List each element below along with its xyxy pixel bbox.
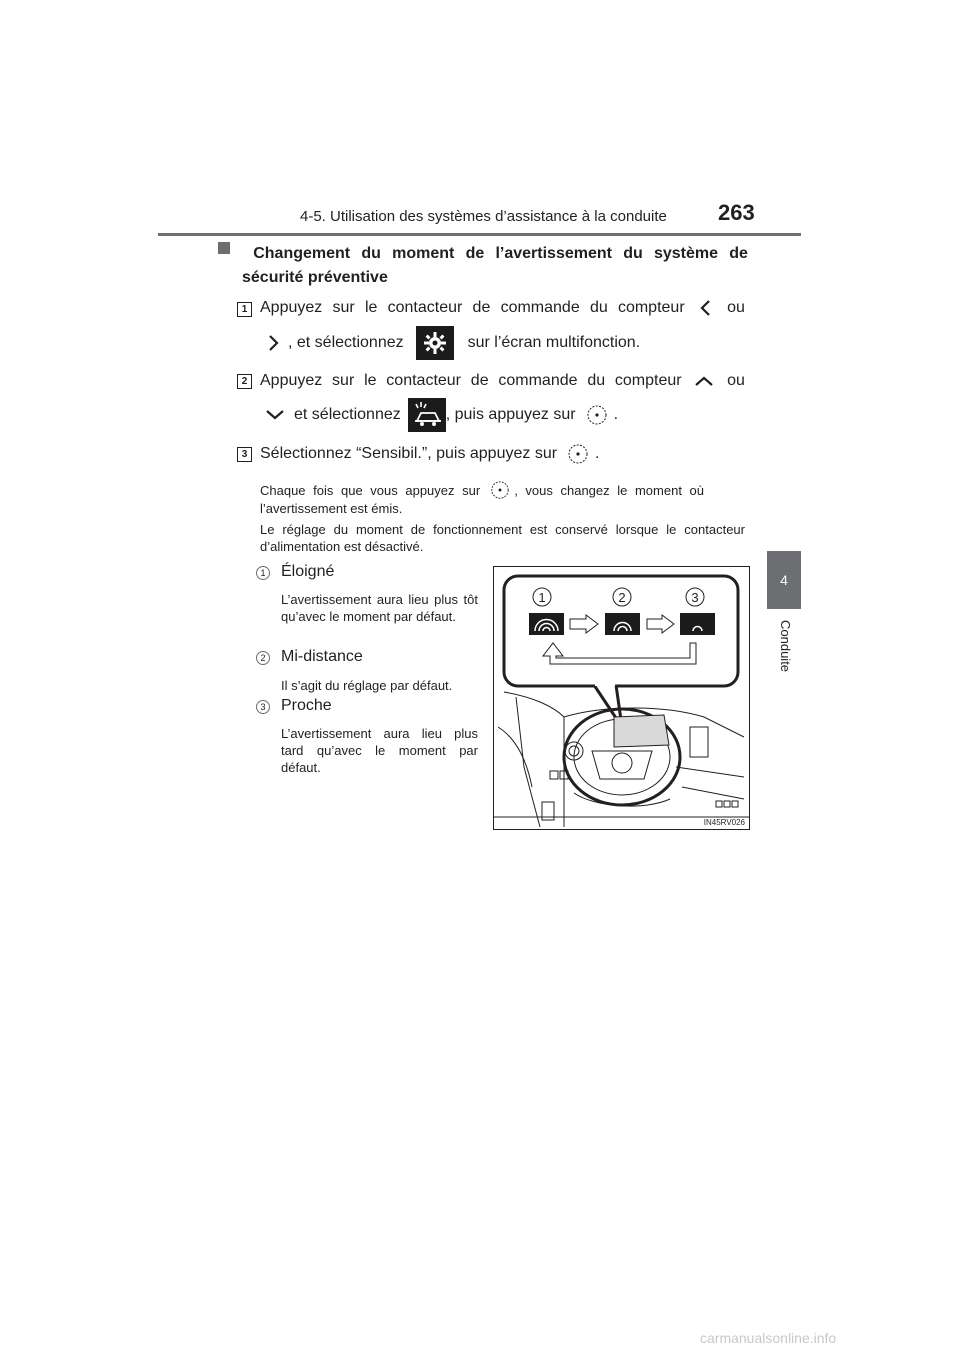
chapter-label-text: Conduite xyxy=(778,620,793,673)
step-text: et sélectionnez xyxy=(294,406,401,423)
step-word: Appuyez xyxy=(260,372,323,389)
pcs-warning-icon xyxy=(408,398,446,432)
note-2: Le réglage du moment de fonctionnement est conservé lorsque le contacteur d’alimentation est désactivé. xyxy=(260,522,745,554)
chapter-tab: 4 xyxy=(767,551,801,609)
figure-label-1: 1 xyxy=(538,590,546,605)
section-title-line2: sécurité préventive xyxy=(242,269,388,286)
figure-label-3: 3 xyxy=(691,590,699,605)
title-word: moment xyxy=(392,245,455,262)
note-text: l’avertissement est émis. xyxy=(260,501,403,516)
step-1-line1 xyxy=(260,298,745,318)
item-desc-1: L’avertissement aura lieu plus tôt qu’avec le moment par défaut. xyxy=(281,592,478,624)
figure-label-2: 2 xyxy=(618,590,626,605)
title-square-icon xyxy=(218,242,230,254)
item-title-3: Proche xyxy=(281,697,332,714)
item-number-2: 2 xyxy=(256,651,270,665)
step-word: compteur xyxy=(614,372,682,389)
step-word: du xyxy=(589,299,608,316)
step-word: Appuyez xyxy=(260,299,323,316)
step-number-1: 1 xyxy=(237,302,252,317)
dashboard-illustration xyxy=(493,566,750,830)
step-2-line2 xyxy=(262,397,618,433)
item-number-1: 1 xyxy=(256,566,270,580)
header-section: 4-5. Utilisation des systèmes d’assistance à la conduite xyxy=(300,208,667,225)
chevron-right-icon xyxy=(262,327,284,359)
step-text: . xyxy=(595,445,600,462)
title-word: du xyxy=(361,245,381,262)
page-number: 263 xyxy=(718,200,755,225)
chevron-left-icon xyxy=(695,298,717,318)
step-word: ou xyxy=(727,299,745,316)
step-number-2: 2 xyxy=(237,374,252,389)
item-number-3: 3 xyxy=(256,700,270,714)
step-word: de xyxy=(470,372,489,389)
step-word: ou xyxy=(727,372,745,389)
step-word: sur xyxy=(332,372,355,389)
chapter-label xyxy=(770,620,798,680)
step-word: contacteur xyxy=(386,372,462,389)
note-text: , vous changez le moment où xyxy=(514,482,705,498)
figure-code: IN45RV026 xyxy=(703,818,745,827)
chevron-down-icon xyxy=(262,397,288,433)
step-word: commande xyxy=(500,299,580,316)
step-word: contacteur xyxy=(387,299,463,316)
title-word: système xyxy=(653,245,718,262)
step-word: du xyxy=(587,372,606,389)
step-word: commande xyxy=(498,372,578,389)
item-title-2: Mi-distance xyxy=(281,648,363,665)
item-desc-2: Il s’agit du réglage par défaut. xyxy=(281,678,453,693)
step-word: le xyxy=(364,372,377,389)
step-text: sur l’écran multifonction. xyxy=(467,334,641,351)
step-word: le xyxy=(364,299,378,316)
item-title-1: Éloigné xyxy=(281,563,335,580)
section-title-line1 xyxy=(218,242,748,266)
ok-button-icon xyxy=(586,404,608,426)
header-rule xyxy=(158,233,801,236)
illustration-drawing xyxy=(494,567,749,829)
watermark: carmanualsonline.info xyxy=(700,1330,837,1346)
chevron-up-icon xyxy=(691,371,717,391)
step-text: , puis appuyez sur xyxy=(445,406,576,423)
title-word: Changement xyxy=(253,245,351,262)
section-title xyxy=(218,242,748,290)
step-text: , et sélectionnez xyxy=(288,334,404,351)
step-1-line2 xyxy=(262,326,640,360)
title-word: du xyxy=(623,245,643,262)
note-text: Chaque fois que vous appuyez sur xyxy=(260,482,481,498)
step-word: de xyxy=(472,299,491,316)
title-word: de xyxy=(729,245,748,262)
note-1 xyxy=(260,480,745,517)
ok-button-icon xyxy=(490,480,510,500)
title-word: l’avertissement xyxy=(495,245,612,262)
title-word: de xyxy=(465,245,485,262)
step-3-line xyxy=(260,443,600,465)
step-text: Sélectionnez “Sensibil.”, puis appuyez sur xyxy=(260,445,558,462)
ok-button-icon xyxy=(567,443,589,465)
item-desc-3: L’avertissement aura lieu plus tard qu’avec le moment par défaut. xyxy=(281,726,478,775)
step-text: . xyxy=(613,406,619,423)
settings-gear-icon xyxy=(416,326,454,360)
step-number-3: 3 xyxy=(237,447,252,462)
step-2-line1 xyxy=(260,371,745,391)
step-word: compteur xyxy=(617,299,685,316)
step-word: sur xyxy=(332,299,355,316)
